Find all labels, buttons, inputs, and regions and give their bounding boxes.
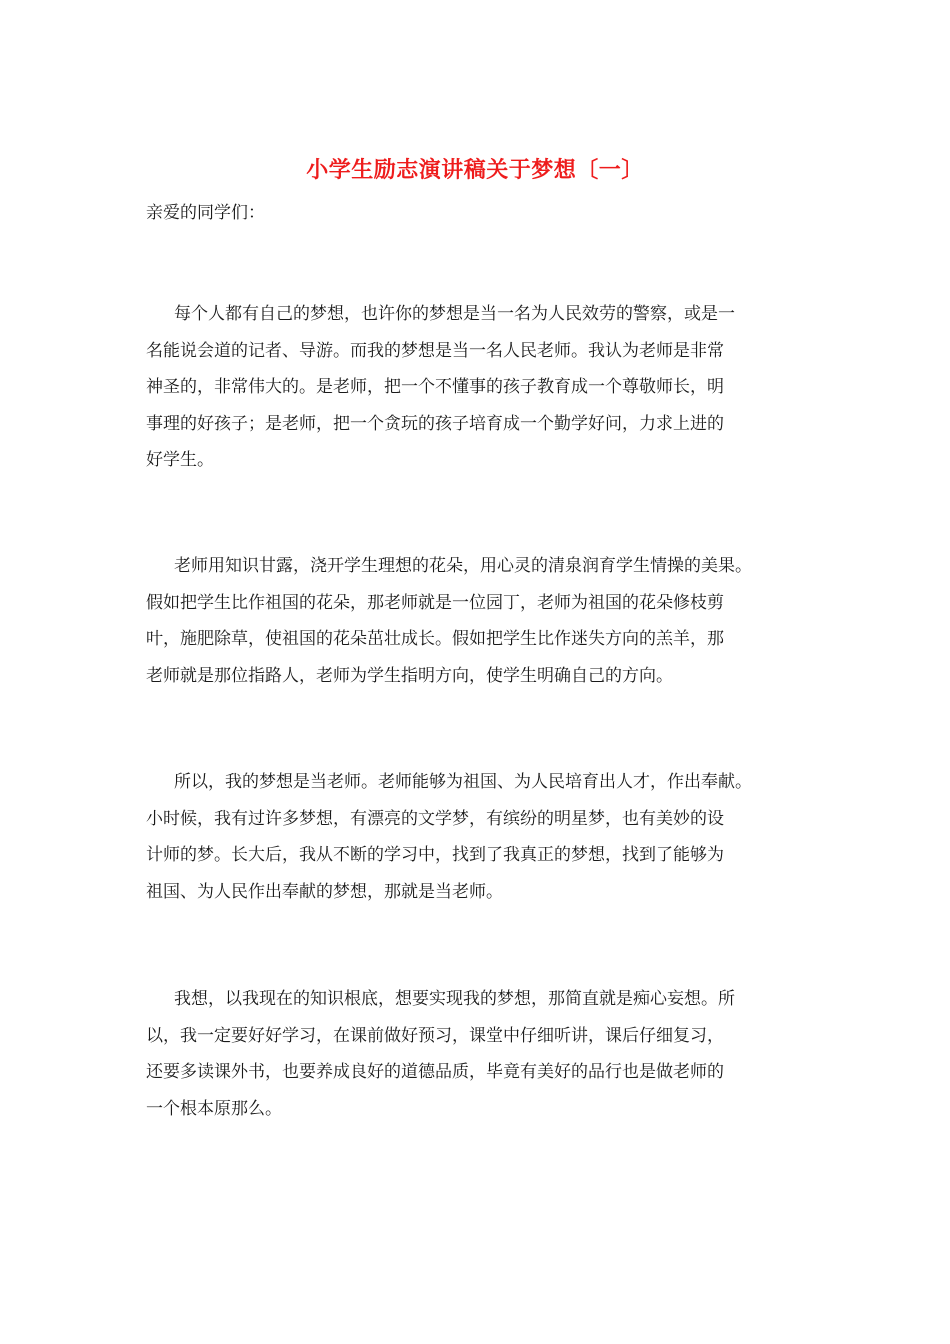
- paragraph-4: [146, 981, 816, 1127]
- paragraph-line: 以，我一定要好好学习，在课前做好预习，课堂中仔细听讲，课后仔细复习，: [146, 1025, 724, 1046]
- paragraph-line: 所以，我的梦想是当老师。老师能够为祖国、为人民培育出人才，作出奉献。: [174, 772, 752, 792]
- paragraph-line: 名能说会道的记者、导游。而我的梦想是当一名人民老师。我认为老师是非常: [146, 340, 724, 361]
- paragraph-2: [146, 548, 816, 694]
- paragraph-1: [146, 296, 816, 479]
- paragraph-line: 祖国、为人民作出奉献的梦想，那就是当老师。: [146, 881, 503, 902]
- document-title: 小学生励志演讲稿关于梦想〔一〕: [306, 157, 644, 183]
- greeting: 亲爱的同学们：: [146, 203, 265, 223]
- paragraph-line: 神圣的，非常伟大的。是老师，把一个不懂事的孩子教育成一个尊敬师长，明: [146, 377, 724, 397]
- paragraph-line: 老师就是那位指路人，老师为学生指明方向，使学生明确自己的方向。: [146, 665, 673, 686]
- paragraph-line: 小时候，我有过许多梦想，有漂亮的文学梦，有缤纷的明星梦，也有美妙的设: [146, 808, 724, 829]
- paragraph-line: 一个根本原那么。: [146, 1098, 282, 1119]
- paragraph-line: 事理的好孩子；是老师，把一个贪玩的孩子培育成一个勤学好问，力求上进的: [146, 413, 724, 434]
- paragraph-line: 假如把学生比作祖国的花朵，那老师就是一位园丁，老师为祖国的花朵修枝剪: [146, 592, 724, 613]
- paragraph-line: 还要多读课外书，也要养成良好的道德品质，毕竟有美好的品行也是做老师的: [146, 1062, 724, 1082]
- paragraph-line: 老师用知识甘露，浇开学生理想的花朵，用心灵的清泉润育学生情操的美果。: [174, 556, 752, 576]
- paragraph-line: 我想，以我现在的知识根底，想要实现我的梦想，那简直就是痴心妄想。所: [174, 989, 735, 1009]
- paragraph-3: [146, 764, 816, 910]
- paragraph-line: 好学生。: [146, 450, 214, 470]
- paragraph-line: 每个人都有自己的梦想，也许你的梦想是当一名为人民效劳的警察，或是一: [174, 304, 735, 324]
- paragraph-line: 叶，施肥除草，使祖国的花朵茁壮成长。假如把学生比作迷失方向的羔羊，那: [146, 629, 724, 649]
- paragraph-line: 计师的梦。长大后，我从不断的学习中，找到了我真正的梦想，找到了能够为: [146, 845, 724, 865]
